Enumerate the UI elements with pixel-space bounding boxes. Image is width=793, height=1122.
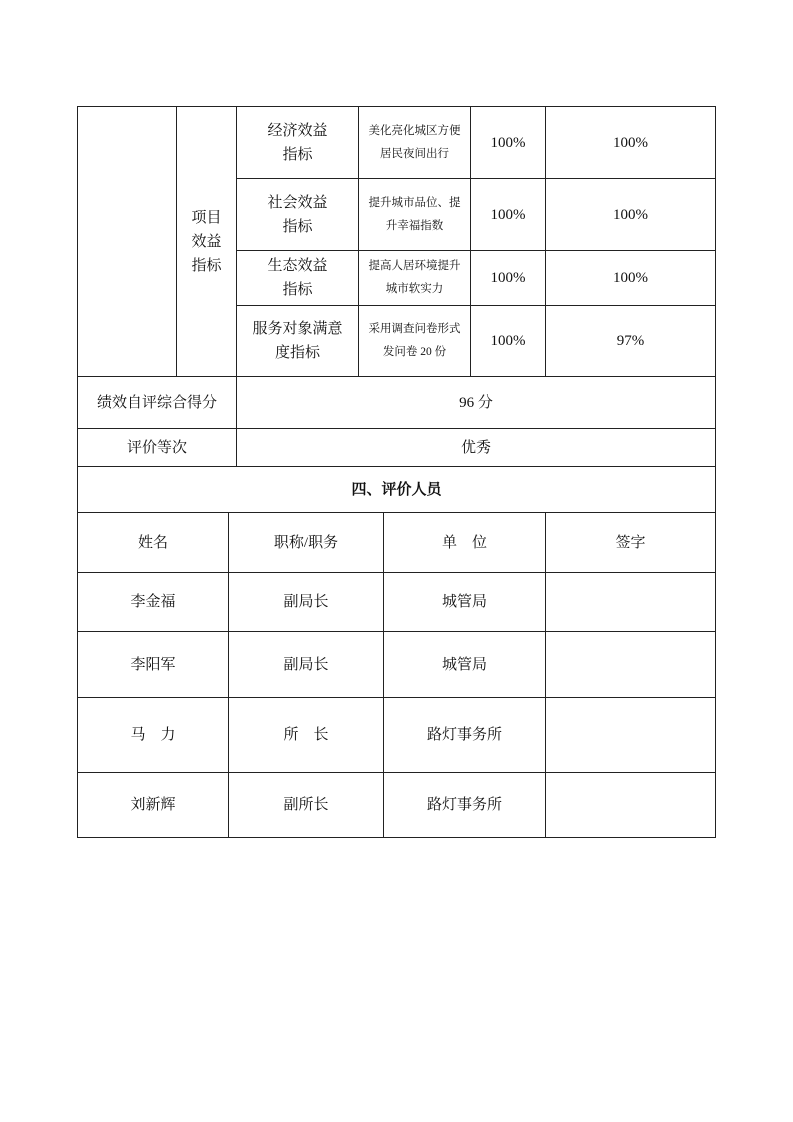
evaluator-unit: 路灯事务所 [383,697,546,773]
evaluator-signature [545,631,716,698]
indicator-cell: 经济效益 指标 [236,106,359,179]
target-cell: 100% [470,178,546,251]
actual-cell: 100% [545,178,716,251]
content-cell: 采用调查问卷形式 发问卷 20 份 [358,305,471,377]
actual-cell: 100% [545,106,716,179]
evaluator-signature [545,697,716,773]
target-cell: 100% [470,250,546,306]
grade-value: 优秀 [236,428,716,467]
header-name: 姓名 [77,512,229,573]
content-cell: 美化亮化城区方便 居民夜间出行 [358,106,471,179]
evaluator-name: 马 力 [77,697,229,773]
evaluator-title: 所 长 [228,697,384,773]
outer-blank-cell [77,106,177,377]
group-label: 项目 效益 指标 [176,106,237,377]
target-cell: 100% [470,305,546,377]
content-cell: 提高人居环境提升 城市软实力 [358,250,471,306]
header-title: 职称/职务 [228,512,384,573]
indicator-cell: 生态效益 指标 [236,250,359,306]
content-cell: 提升城市品位、提 升幸福指数 [358,178,471,251]
header-unit: 单 位 [383,512,546,573]
grade-label: 评价等次 [77,428,237,467]
evaluators-section-title: 四、评价人员 [77,466,716,513]
actual-cell: 97% [545,305,716,377]
target-cell: 100% [470,106,546,179]
evaluator-name: 李金福 [77,572,229,632]
evaluator-unit: 城管局 [383,572,546,632]
evaluator-title: 副局长 [228,572,384,632]
evaluator-unit: 路灯事务所 [383,772,546,838]
actual-cell: 100% [545,250,716,306]
header-signature: 签字 [545,512,716,573]
indicator-cell: 服务对象满意 度指标 [236,305,359,377]
evaluator-title: 副局长 [228,631,384,698]
evaluator-title: 副所长 [228,772,384,838]
evaluator-signature [545,772,716,838]
score-label: 绩效自评综合得分 [77,376,237,429]
evaluator-name: 李阳军 [77,631,229,698]
score-value: 96 分 [236,376,716,429]
evaluator-name: 刘新辉 [77,772,229,838]
indicator-cell: 社会效益 指标 [236,178,359,251]
evaluator-signature [545,572,716,632]
evaluator-unit: 城管局 [383,631,546,698]
